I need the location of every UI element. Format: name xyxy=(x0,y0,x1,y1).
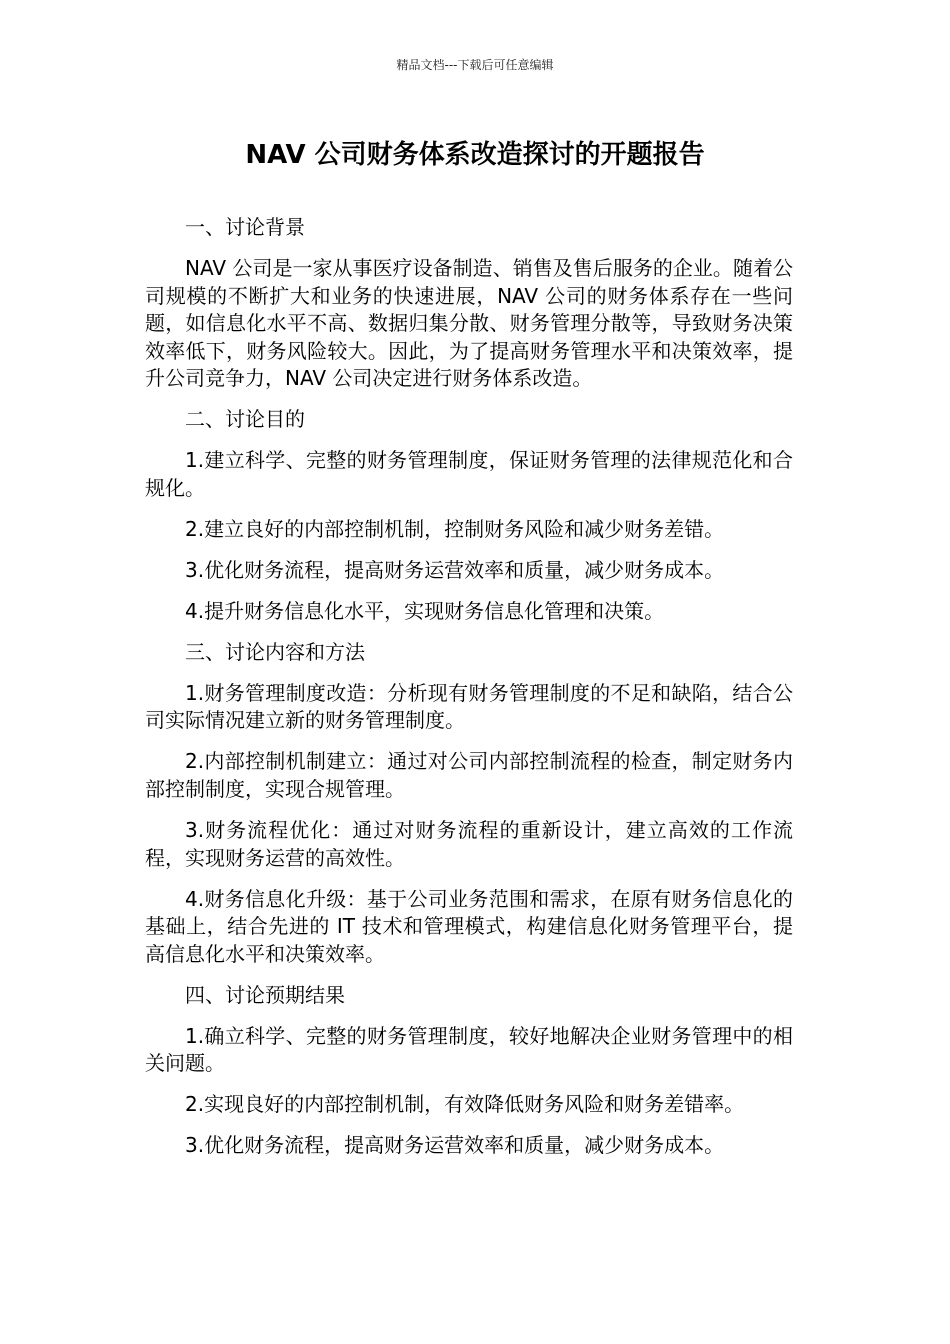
paragraph-background: NAV 公司是一家从事医疗设备制造、销售及售后服务的企业。随着公司规模的不断扩大和业务的快速进展，NAV 公司的财务体系存在一些问题，如信息化水平不高、数据归集分散、财务管理分散等，导致财务决策效率低下，财务风险较大。因此，为了提高财务管理水平和决策效率，提升公司竞争力，NAV 公司决定进行财务体系改造。 xyxy=(145,255,793,391)
purpose-item-3: 3.优化财务流程，提高财务运营效率和质量，减少财务成本。 xyxy=(185,557,725,582)
result-item-2: 2.实现良好的内部控制机制，有效降低财务风险和财务差错率。 xyxy=(185,1092,745,1117)
purpose-item-4: 4.提升财务信息化水平，实现财务信息化管理和决策。 xyxy=(185,598,665,623)
purpose-item-1: 1.建立科学、完整的财务管理制度，保证财务管理的法律规范化和合规化。 xyxy=(145,448,793,500)
method-item-2: 2.内部控制机制建立：通过对公司内部控制流程的检查，制定财务内部控制制度，实现合规管理。 xyxy=(145,749,793,802)
section-heading-purpose: 二、讨论目的 xyxy=(185,407,305,432)
document-title: NAV 公司财务体系改造探讨的开题报告 xyxy=(245,140,705,170)
method-item-3: 3.财务流程优化：通过对财务流程的重新设计，建立高效的工作流程，实现财务运营的高效性。 xyxy=(145,818,793,870)
method-item-1: 1.财务管理制度改造：分析现有财务管理制度的不足和缺陷，结合公司实际情况建立新的财务管理制度。 xyxy=(145,680,793,733)
method-item-4: 4.财务信息化升级：基于公司业务范围和需求，在原有财务信息化的基础上，结合先进的 IT 技术和管理模式，构建信息化财务管理平台，提高信息化水平和决策效率。 xyxy=(145,886,793,966)
section-heading-content-methods: 三、讨论内容和方法 xyxy=(185,639,365,664)
section-heading-background: 一、讨论背景 xyxy=(185,215,305,239)
result-item-1: 1.确立科学、完整的财务管理制度，较好地解决企业财务管理中的相关问题。 xyxy=(145,1023,793,1076)
purpose-item-2: 2.建立良好的内部控制机制，控制财务风险和减少财务差错。 xyxy=(185,516,725,541)
document-body xyxy=(145,214,793,1173)
header-note: 精品文档---下载后可任意编辑 xyxy=(396,58,554,72)
result-item-3: 3.优化财务流程，提高财务运营效率和质量，减少财务成本。 xyxy=(185,1133,725,1158)
section-heading-expected-results: 四、讨论预期结果 xyxy=(185,982,345,1007)
